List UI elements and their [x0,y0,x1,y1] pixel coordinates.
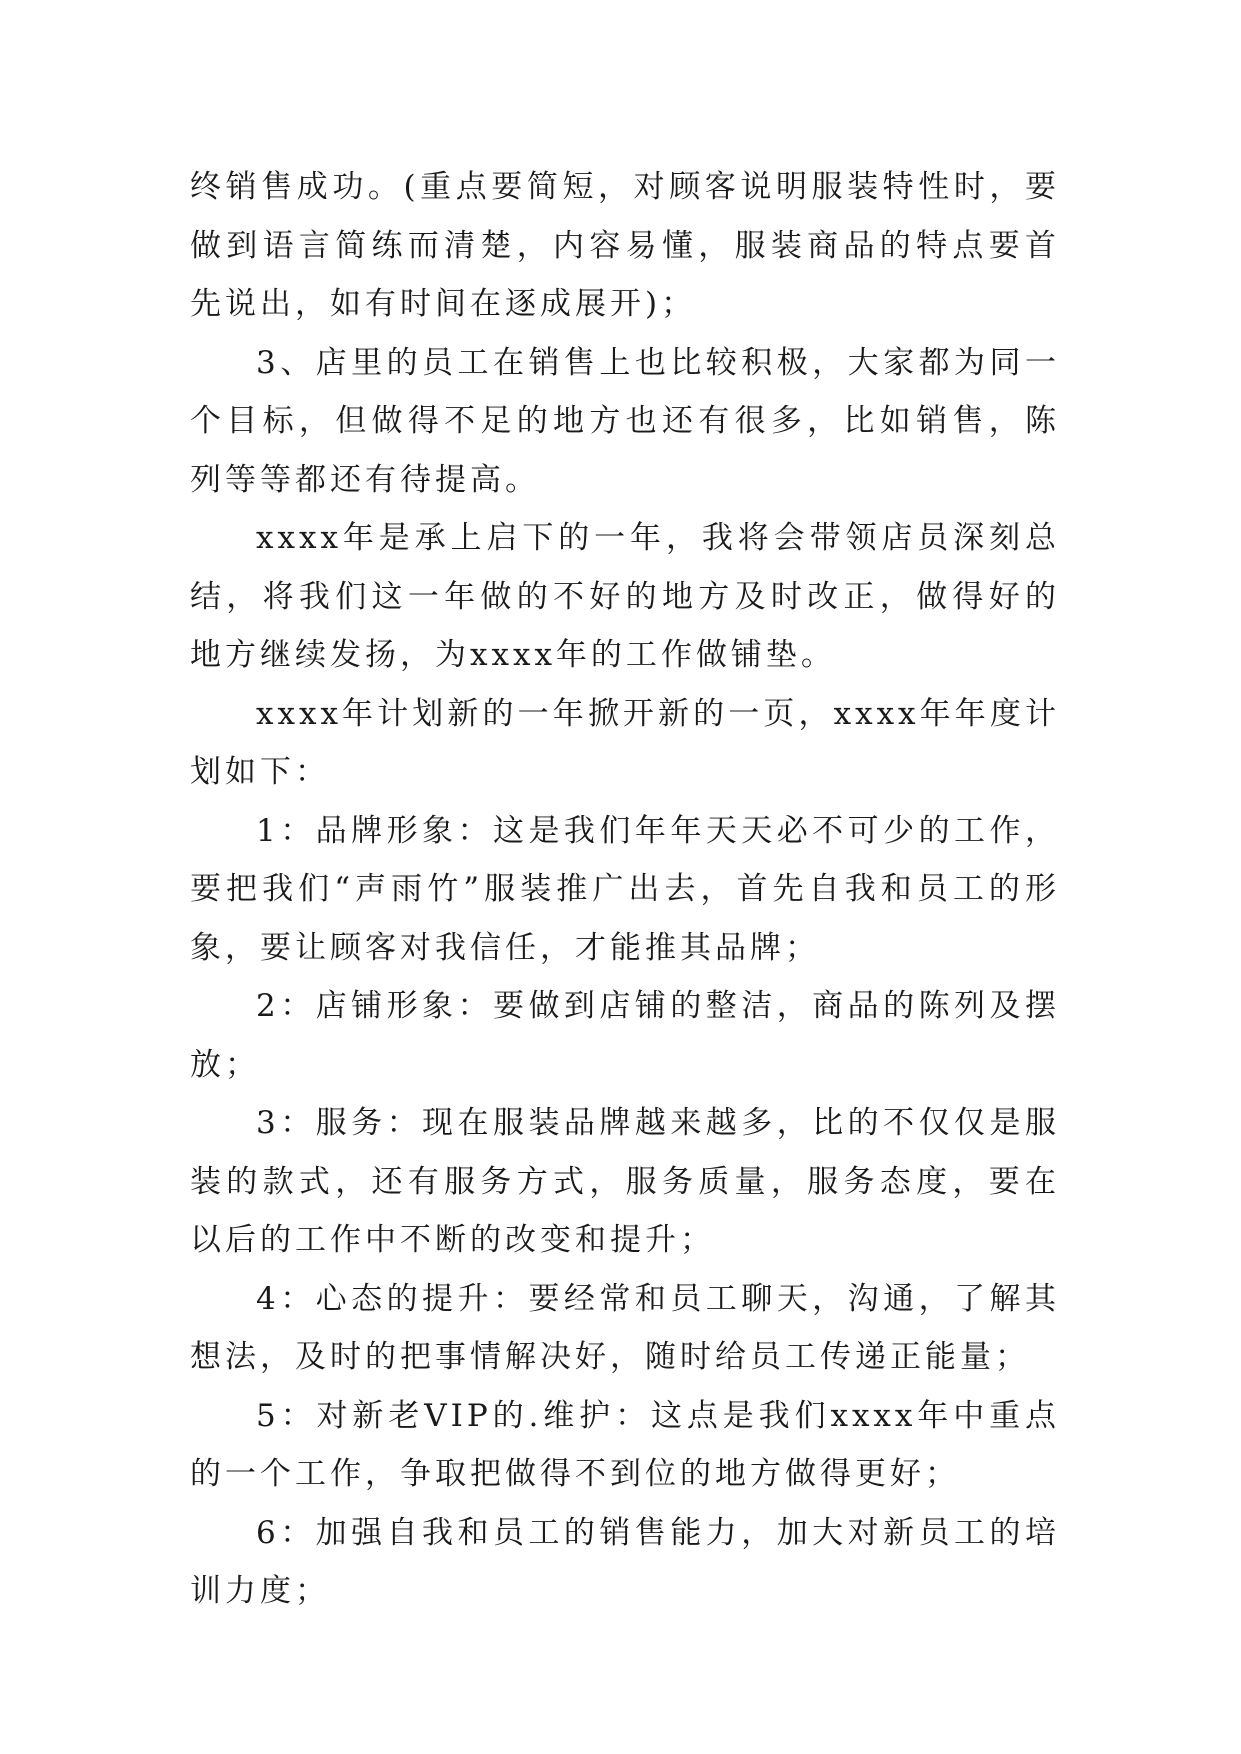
paragraph-plan-intro: xxxx年计划新的一年掀开新的一页，xxxx年年度计划如下： [190,695,1060,790]
plan-item-brand-image: 1：品牌形象：这是我们年年天天必不可少的工作，要把我们“声雨竹”服装推广出去，首先自我和员工的形象，要让顾客对我信任，才能推其品牌； [190,812,1060,966]
paragraph-staff-sales: 3、店里的员工在销售上也比较积极，大家都为同一个目标，但做得不足的地方也还有很多，比如销售，陈列等等都还有待提高。 [190,344,1060,498]
paragraph-continuation: 终销售成功。(重点要简短，对顾客说明服装特性时，要做到语言简练而清楚，内容易懂，服装商品的特点要首先说出，如有时间在逐成展开)； [190,169,1060,322]
plan-item-store-image: 2：店铺形象：要做到店铺的整洁，商品的陈列及摆放； [190,988,1060,1083]
document-body [190,158,1060,1621]
paragraph-year-summary: xxxx年是承上启下的一年，我将会带领店员深刻总结，将我们这一年做的不好的地方及时改正，做得好的地方继续发扬，为xxxx年的工作做铺垫。 [190,520,1060,673]
plan-item-service: 3：服务：现在服装品牌越来越多，比的不仅仅是服装的款式，还有服务方式，服务质量，服务态度，要在以后的工作中不断的改变和提升； [190,1105,1060,1258]
plan-item-vip-maintenance: 5：对新老VIP的.维护：这点是我们xxxx年中重点的一个工作，争取把做得不到位的地方做得更好； [190,1397,1060,1492]
plan-item-sales-training: 6：加强自我和员工的销售能力，加大对新员工的培训力度； [190,1514,1060,1609]
plan-item-mindset: 4：心态的提升：要经常和员工聊天，沟通，了解其想法，及时的把事情解决好，随时给员工传递正能量； [190,1280,1060,1375]
